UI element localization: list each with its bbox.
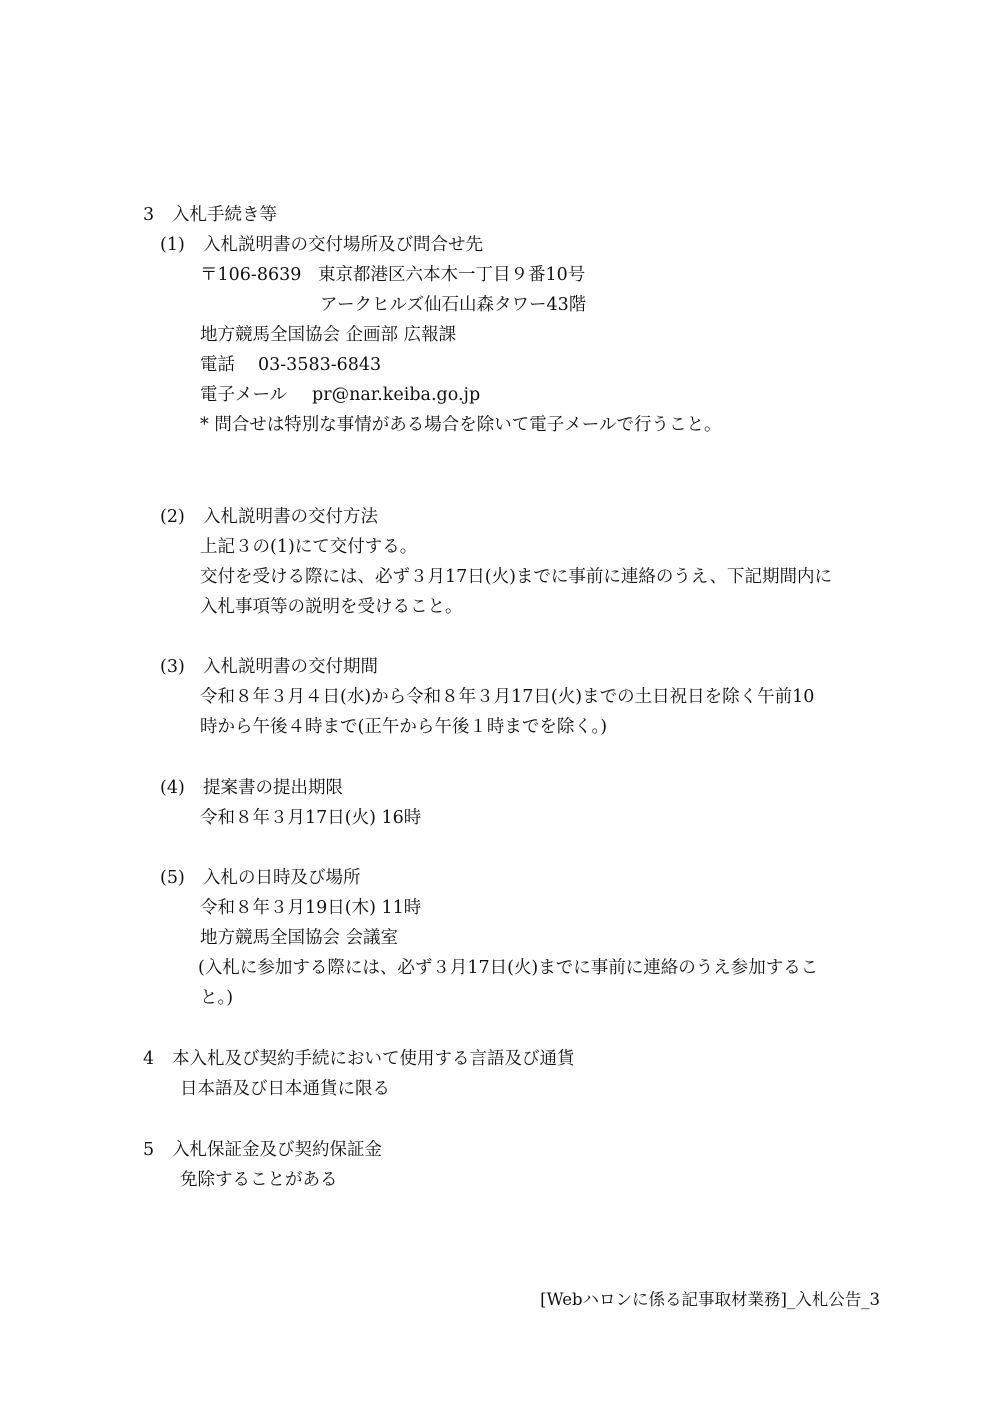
item-5-title: 入札の日時及び場所: [203, 868, 361, 888]
item-3-line-1: 令和８年３月４日(水)から令和８年３月17日(火)までの土日祝日を除く午前10: [200, 687, 815, 707]
item-1-title: 入札説明書の交付場所及び問合せ先: [203, 235, 483, 255]
item-3-title: 入札説明書の交付期間: [203, 657, 378, 677]
item-5-line-2: 地方競馬全国協会 会議室: [200, 928, 399, 948]
page-footer: [Webハロンに係る記事取材業務]_入札公告_3: [540, 1290, 880, 1309]
section-5-number: 5: [143, 1140, 155, 1160]
email-address: pr@nar.keiba.go.jp: [312, 385, 481, 405]
section-3-title: 入札手続き等: [172, 205, 277, 225]
section-4-title: 本入札及び契約手続において使用する言語及び通貨: [172, 1049, 575, 1069]
item-3-number: (3): [160, 657, 185, 677]
item-3-line-2: 時から午後４時まで(正午から午後１時までを除く。): [200, 717, 608, 737]
section-4-number: 4: [143, 1049, 155, 1069]
item-2-line-3: 入札事項等の説明を受けること。: [200, 597, 463, 617]
phone-label: 電話: [200, 355, 235, 375]
postal-code: 〒106-8639: [200, 265, 302, 285]
phone-number: 03-3583-6843: [258, 355, 382, 375]
item-5-number: (5): [160, 868, 185, 888]
item-4-number: (4): [160, 778, 185, 798]
item-5-line-4: と。): [200, 988, 234, 1008]
address-line-2: アークヒルズ仙石山森タワー43階: [320, 295, 587, 315]
item-4-line-1: 令和８年３月17日(火) 16時: [200, 808, 422, 828]
address-line-1: 東京都港区六本木一丁目９番10号: [318, 265, 586, 285]
item-5-line-3: (入札に参加する際には、必ず３月17日(火)までに事前に連絡のうえ参加するこ: [198, 958, 819, 978]
item-2-line-2: 交付を受ける際には、必ず３月17日(火)までに事前に連絡のうえ、下記期間内に: [200, 567, 832, 587]
item-4-title: 提案書の提出期限: [203, 778, 343, 798]
item-2-number: (2): [160, 507, 185, 527]
item-1-number: (1): [160, 235, 185, 255]
item-2-line-1: 上記３の(1)にて交付する。: [200, 537, 418, 557]
organization: 地方競馬全国協会 企画部 広報課: [200, 325, 457, 345]
item-2-title: 入札説明書の交付方法: [203, 507, 378, 527]
item-5-line-1: 令和８年３月19日(木) 11時: [200, 898, 422, 918]
inquiry-note: * 問合せは特別な事情がある場合を除いて電子メールで行うこと。: [200, 415, 722, 435]
section-5-body: 免除することがある: [180, 1170, 338, 1190]
email-label: 電子メール: [200, 385, 288, 405]
section-3-number: 3: [143, 205, 155, 225]
section-5-title: 入札保証金及び契約保証金: [172, 1140, 382, 1160]
section-4-body: 日本語及び日本通貨に限る: [180, 1079, 390, 1099]
